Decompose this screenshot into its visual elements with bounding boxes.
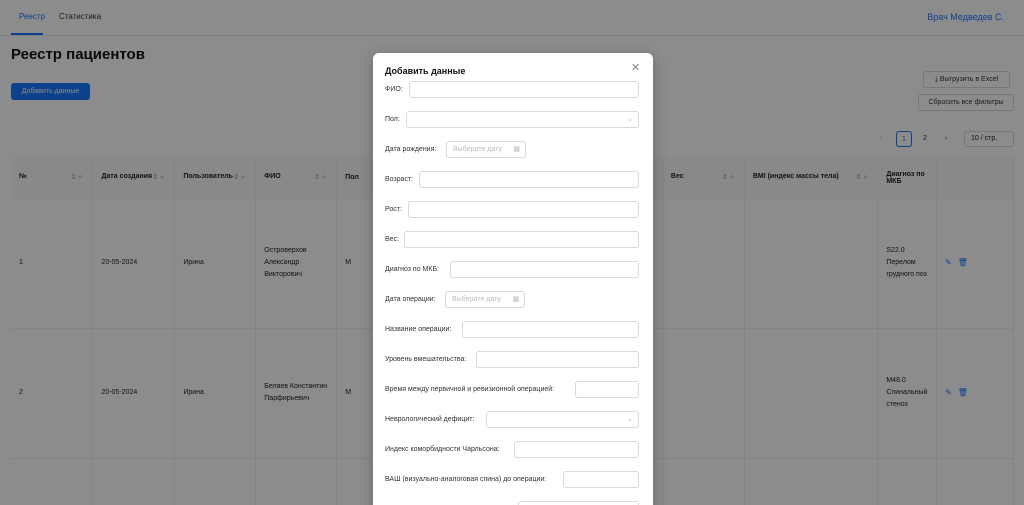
col-header-label: Пользователь [183, 173, 233, 181]
sort-icon[interactable]: ⇕⌕ [722, 174, 736, 182]
field-label: ВАШ (визуально-аналоговая спина) до операции: [385, 476, 547, 483]
form-row-height [385, 201, 641, 218]
form-row-vas [385, 471, 641, 488]
age-input[interactable] [419, 171, 639, 188]
sort-icon[interactable]: ⇕⌕ [314, 174, 329, 182]
field-label: Возраст: [385, 176, 414, 183]
field-label: Рост: [385, 206, 402, 213]
edit-icon[interactable]: ✎ [945, 257, 952, 267]
col-header-label: Дата создания [101, 173, 153, 181]
next-page-button[interactable]: › [944, 135, 948, 142]
form-row-charlson [385, 441, 641, 458]
user-name[interactable]: Врач Медведев С. [927, 12, 1004, 22]
page-2[interactable]: 2 [923, 135, 927, 142]
cell-fio: Беляев Константин Парфирьевич [256, 328, 337, 458]
form-row-weight [385, 231, 641, 248]
edit-icon[interactable]: ✎ [945, 387, 952, 397]
page-size-select[interactable]: 10 / стр. [964, 131, 1014, 147]
col-header-label: BMI (индекс массы тела) [752, 173, 839, 181]
delete-icon[interactable]: 🗑 [957, 257, 968, 267]
export-excel-label: Выгрузить в Excel [939, 76, 999, 83]
delete-icon[interactable]: 🗑 [957, 387, 968, 397]
modal-title: Добавить данные [385, 66, 466, 76]
field-label: Неврологический дефицит: [385, 416, 475, 423]
form-row-sex [385, 111, 641, 128]
chevron-down-icon: ⌄ [627, 416, 633, 423]
chevron-down-icon: ⌄ [627, 116, 633, 123]
cell-date: 20-05-2024 [93, 198, 175, 328]
intervention-level-input[interactable] [476, 351, 639, 368]
page-1[interactable]: 1 [896, 131, 912, 147]
cell-diag: M48.0 Спинальный стеноз [878, 328, 937, 458]
col-header-label: Пол [345, 174, 359, 182]
prev-page-button[interactable]: ‹ [879, 135, 883, 142]
calendar-icon: ▦ [512, 296, 519, 303]
cell-date: 20-05-2024 [93, 328, 175, 458]
form-row-revision-time [385, 381, 641, 398]
sort-icon[interactable]: ⇕⌕ [233, 174, 248, 182]
form-row-fio [385, 81, 641, 98]
field-label: Дата рождения: [385, 146, 437, 153]
sort-icon[interactable]: ⇕⌕ [70, 174, 85, 182]
charlson-index-input[interactable] [514, 441, 639, 458]
surgery-date-placeholder: Выберите дату [452, 296, 501, 303]
revision-time-input[interactable] [575, 381, 639, 398]
diagnosis-input[interactable] [450, 261, 639, 278]
height-input[interactable] [408, 201, 639, 218]
field-label: Пол: [385, 116, 400, 123]
field-label: Дата операции: [385, 296, 436, 303]
cell-diag: S22.0 Перелом грудного поз [878, 198, 937, 328]
form-row-age [385, 171, 641, 188]
next-field-input[interactable] [518, 501, 639, 505]
vas-before-input[interactable] [563, 471, 639, 488]
form-row-diagnosis [385, 261, 641, 278]
close-icon[interactable]: ✕ [631, 62, 641, 74]
cell-user: Ирина [175, 328, 256, 458]
col-header-label: Вес [670, 173, 684, 181]
field-label: Диагноз по МКБ: [385, 266, 440, 273]
sort-icon[interactable]: ⇕⌕ [152, 174, 167, 182]
form-row-surgery-date [385, 291, 641, 308]
add-data-button[interactable]: Добавить данные [11, 83, 90, 100]
add-data-modal [373, 53, 653, 505]
col-header-label: № [19, 173, 27, 181]
surgery-name-input[interactable] [462, 321, 639, 338]
form-row-birthdate [385, 141, 641, 158]
col-header-label: ФИО [264, 173, 281, 181]
fio-input[interactable] [409, 81, 639, 98]
cell-sex: М [337, 198, 663, 328]
form-row-partial [385, 501, 641, 505]
birthdate-picker[interactable] [446, 141, 526, 158]
reset-filters-button[interactable]: Сбросить все фильтры [918, 94, 1014, 111]
sex-select[interactable] [406, 111, 639, 128]
weight-input[interactable] [404, 231, 639, 248]
field-label: Индекс коморбидности Чарльсона: [385, 446, 500, 453]
cell-sex: М [337, 328, 663, 458]
cell-num: 2 [11, 328, 93, 458]
tab-registry[interactable]: Реестр [19, 12, 45, 21]
field-label: ФИО: [385, 86, 403, 93]
cell-fio: Островерхов Александр Викторович [256, 198, 337, 328]
calendar-icon: ▦ [513, 146, 520, 153]
cell-user: Ирина [175, 198, 256, 328]
birthdate-placeholder: Выберите дату [453, 146, 502, 153]
page-title: Реестр пациентов [11, 46, 145, 63]
sort-icon[interactable]: ⇕⌕ [855, 174, 870, 182]
tab-statistics[interactable]: Статистика [59, 12, 102, 21]
surgery-date-picker[interactable] [445, 291, 525, 308]
col-header-label: Диагноз по МКБ [886, 170, 925, 185]
field-label: Название операции: [385, 326, 452, 333]
field-label: Время между первичной и ревизионной операцией: [385, 386, 555, 393]
neuro-deficit-select[interactable] [486, 411, 639, 428]
field-label: Вес: [385, 236, 400, 243]
download-icon: ⤓ [934, 76, 940, 83]
form-row-neuro-deficit [385, 411, 641, 428]
cell-num: 1 [11, 198, 93, 328]
form-row-intervention-level [385, 351, 641, 368]
field-label: Уровень вмешательства: [385, 356, 467, 363]
form-row-surgery-name [385, 321, 641, 338]
